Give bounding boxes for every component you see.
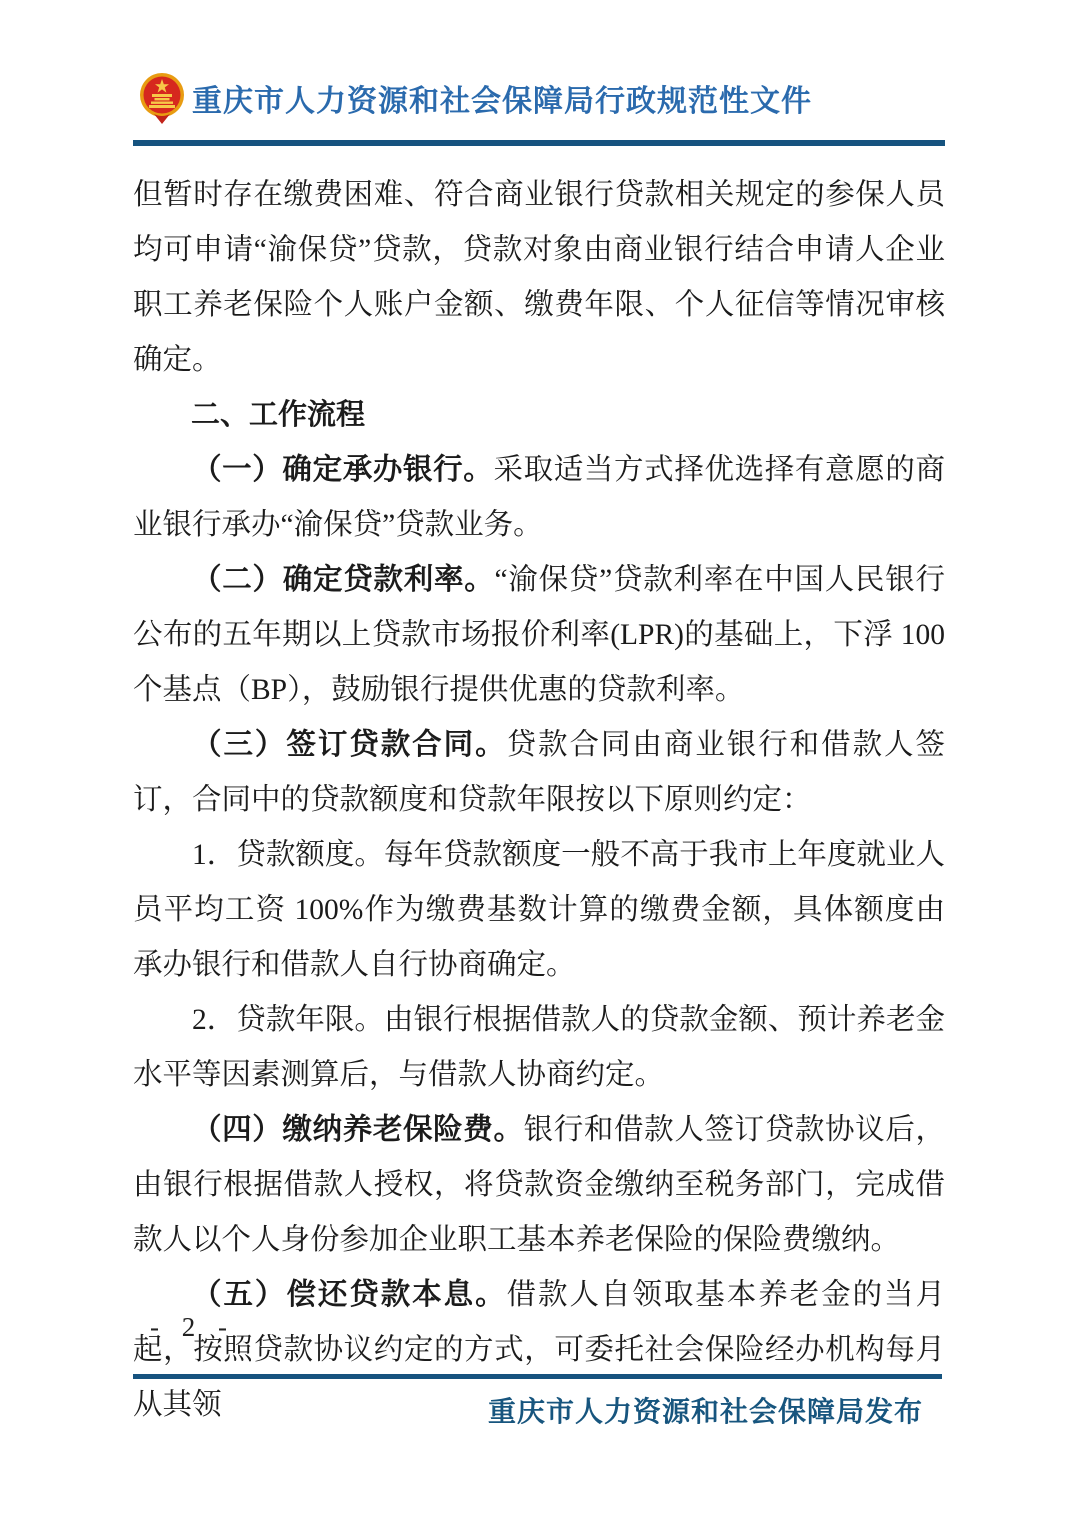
header-divider [133,140,945,146]
section-heading: 二、工作流程 [191,399,366,431]
paragraph: （二）确定贷款利率。“渝保贷”贷款利率在中国人民银行公布的五年期以上贷款市场报价利率(LPR)的基础上，下浮 100 个基点（BP），鼓励银行提供优惠的贷款利率。 [133,564,945,706]
china-national-emblem-icon [138,72,186,124]
footer-publisher: 重庆市人力资源和社会保障局发布 [487,1397,923,1428]
paragraph: 但暂时存在缴费困难、符合商业银行贷款相关规定的参保人员均可申请“渝保贷”贷款，贷款对象由商业银行结合申请人企业职工养老保险个人账户金额、缴费年限、个人征信等情况审核确定。 [133,179,945,376]
paragraph: （四）缴纳养老保险费。银行和借款人签订贷款协议后，由银行根据借款人授权，将贷款资金缴纳至税务部门，完成借款人以个人身份参加企业职工基本养老保险的保险费缴纳。 [133,1114,945,1256]
header-title: 重庆市人力资源和社会保障局行政规范性文件 [192,85,812,118]
page-number: - 2 - [150,1312,235,1342]
paragraph: 1．贷款额度。每年贷款额度一般不高于我市上年度就业人员平均工资 100%作为缴费基数计算的缴费金额，具体额度由承办银行和借款人自行协商确定。 [133,839,945,981]
paragraph: （一）确定承办银行。采取适当方式择优选择有意愿的商业银行承办“渝保贷”贷款业务。 [133,454,945,541]
paragraph-lead: （五）偿还贷款本息。 [192,1279,507,1311]
document-header [138,72,950,124]
paragraph: （五）偿还贷款本息。借款人自领取基本养老金的当月起，按照贷款协议约定的方式，可委托社会保险经办机构每月从其领 [133,1279,945,1421]
paragraph-lead: （一）确定承办银行。 [192,454,494,486]
paragraph-lead: （三）签订贷款合同。 [192,729,507,761]
paragraph: （三）签订贷款合同。贷款合同由商业银行和借款人签订，合同中的贷款额度和贷款年限按以下原则约定： [133,729,945,816]
document-body [133,168,945,1433]
paragraph-lead: （四）缴纳养老保险费。 [192,1114,524,1146]
paragraph-lead: （二）确定贷款利率。 [192,564,495,596]
footer-divider [133,1374,942,1379]
paragraph: 2．贷款年限。由银行根据借款人的贷款金额、预计养老金水平等因素测算后，与借款人协商约定。 [133,1004,945,1091]
